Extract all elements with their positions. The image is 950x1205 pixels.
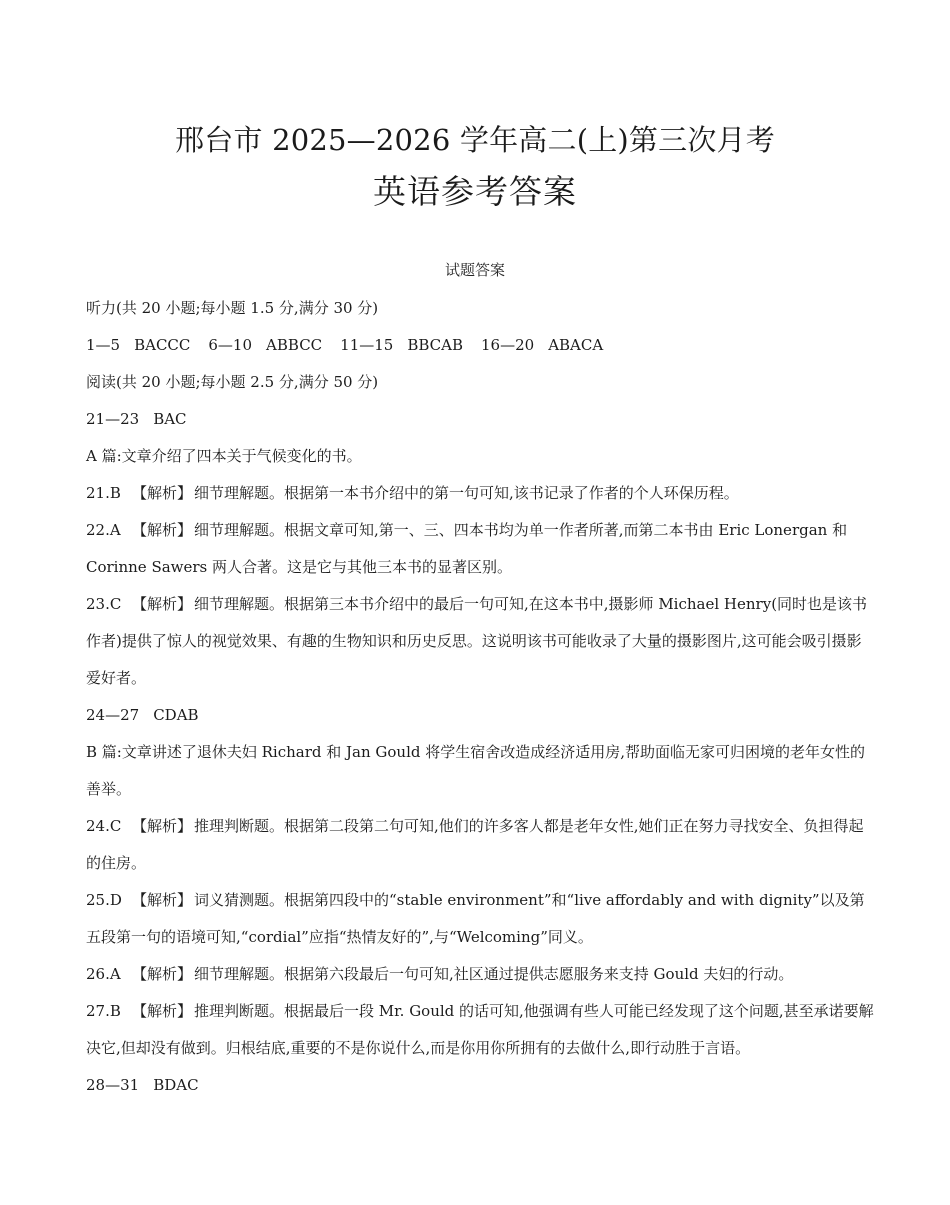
analysis-tag: 【解析】 xyxy=(132,817,193,835)
explanation-text: 推理判断题。根据最后一段 Mr. Gould 的话可知,他强调有些人可能已经发现了这个问题,甚至承诺要解决它,但却没有做到。归根结底,重要的不是你说什么,而是你用你所拥有的去做什么,即行动胜于言语。 xyxy=(86,1002,874,1057)
answer-range: 24—27 xyxy=(86,706,140,724)
passage-b-summary: B 篇:文章讲述了退休夫妇 Richard 和 Jan Gould 将学生宿舍改造成经济适用房,帮助面临无家可归困境的老年女性的善举。 xyxy=(86,743,866,798)
answer-keys: BDAC xyxy=(153,1076,199,1094)
answer-body xyxy=(86,290,876,1104)
document-subtitle: 英语参考答案 xyxy=(373,172,577,211)
reading-answers-group-1 xyxy=(86,401,876,438)
answer-range: 21—23 xyxy=(86,410,140,428)
explanation-23 xyxy=(86,586,876,697)
explanation-27 xyxy=(86,993,876,1067)
question-number: 22.A xyxy=(86,521,121,539)
answer-keys: BBCAB xyxy=(407,336,464,354)
explanation-21 xyxy=(86,475,876,512)
reading-heading: 阅读(共 20 小题;每小题 2.5 分,满分 50 分) xyxy=(86,373,379,391)
answer-keys: ABACA xyxy=(548,336,604,354)
answer-range: 1—5 xyxy=(86,336,121,354)
question-number: 25.D xyxy=(86,891,122,909)
answer-keys: CDAB xyxy=(153,706,199,724)
answer-range: 11—15 xyxy=(340,336,394,354)
listening-heading: 听力(共 20 小题;每小题 1.5 分,满分 30 分) xyxy=(86,299,379,317)
explanation-text: 细节理解题。根据第三本书介绍中的最后一句可知,在这本书中,摄影师 Michael Henry(同时也是该书作者)提供了惊人的视觉效果、有趣的生物知识和历史反思。这说明该书可能收录了大量的摄影图片,这可能会吸引摄影爱好者。 xyxy=(86,595,868,687)
answer-range: 16—20 xyxy=(481,336,535,354)
reading-answers-group-3 xyxy=(86,1067,876,1104)
question-number: 23.C xyxy=(86,595,122,613)
reading-answers-group-2 xyxy=(86,697,876,734)
question-number: 27.B xyxy=(86,1002,121,1020)
explanation-26 xyxy=(86,956,876,993)
explanation-text: 词义猜测题。根据第四段中的“stable environment”和“live affordably and with dignity”以及第五段第一句的语境可知,“cordial”应指“热情友好的”,与“Welcoming”同义。 xyxy=(86,891,865,946)
question-number: 21.B xyxy=(86,484,121,502)
listening-answers xyxy=(86,327,876,364)
question-number: 26.A xyxy=(86,965,121,983)
analysis-tag: 【解析】 xyxy=(132,484,193,502)
answer-keys: BAC xyxy=(153,410,187,428)
explanation-24 xyxy=(86,808,876,882)
answer-keys: BACCC xyxy=(134,336,191,354)
explanation-25 xyxy=(86,882,876,956)
analysis-tag: 【解析】 xyxy=(132,1002,193,1020)
analysis-tag: 【解析】 xyxy=(132,521,193,539)
passage-a-summary: A 篇:文章介绍了四本关于气候变化的书。 xyxy=(86,447,362,465)
section-heading: 试题答案 xyxy=(444,261,505,279)
document-title: 邢台市 2025—2026 学年高二(上)第三次月考 xyxy=(175,123,775,157)
explanation-text: 细节理解题。根据文章可知,第一、三、四本书均为单一作者所著,而第二本书由 Eric Lonergan 和 Corinne Sawers 两人合著。这是它与其他三本书的显著区别。 xyxy=(86,521,848,576)
analysis-tag: 【解析】 xyxy=(132,595,193,613)
explanation-text: 细节理解题。根据第一本书介绍中的第一句可知,该书记录了作者的个人环保历程。 xyxy=(194,484,739,502)
answer-range: 6—10 xyxy=(208,336,253,354)
question-number: 24.C xyxy=(86,817,122,835)
explanation-22 xyxy=(86,512,876,586)
answer-keys: ABBCC xyxy=(266,336,323,354)
answer-range: 28—31 xyxy=(86,1076,140,1094)
explanation-text: 细节理解题。根据第六段最后一句可知,社区通过提供志愿服务来支持 Gould 夫妇的行动。 xyxy=(194,965,794,983)
explanation-text: 推理判断题。根据第二段第二句可知,他们的许多客人都是老年女性,她们正在努力寻找安全、负担得起的住房。 xyxy=(86,817,864,872)
analysis-tag: 【解析】 xyxy=(132,965,193,983)
analysis-tag: 【解析】 xyxy=(132,891,193,909)
